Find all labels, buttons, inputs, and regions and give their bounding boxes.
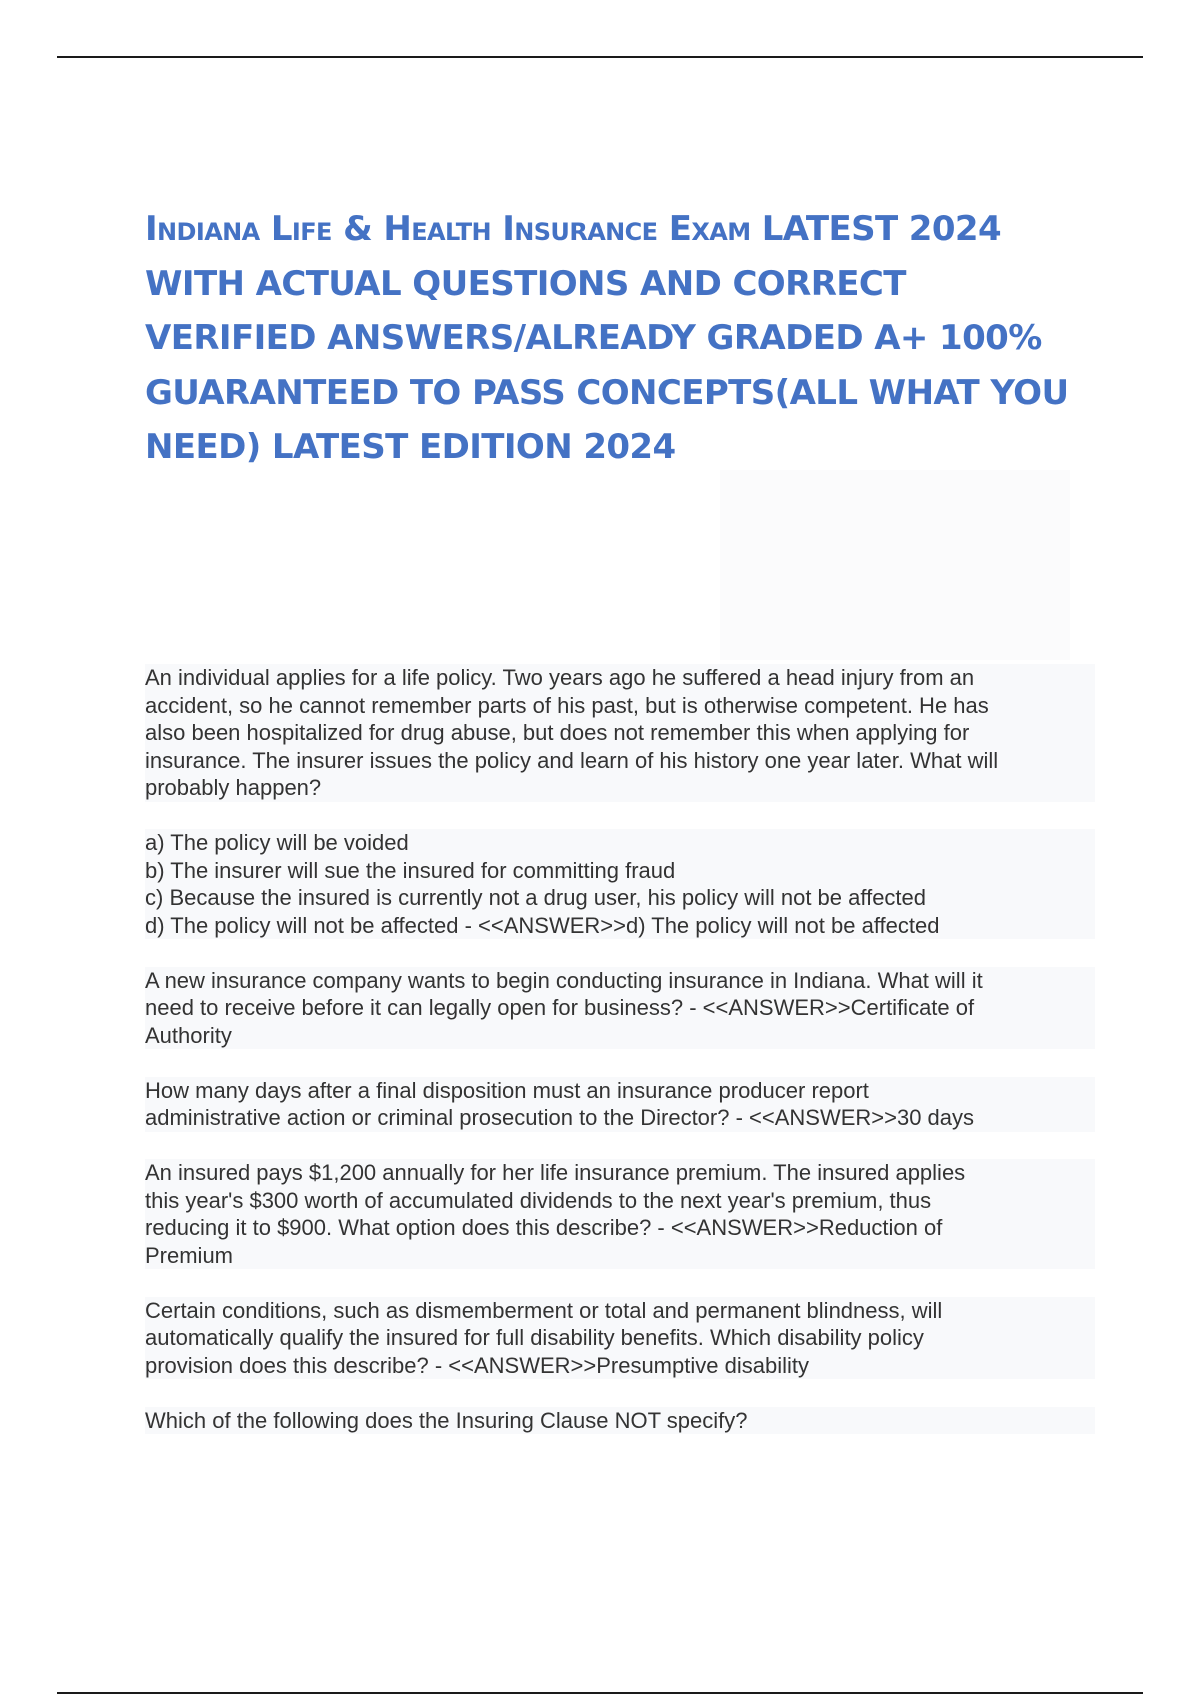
question-4: An insured pays $1,200 annually for her life insurance premium. The insured applies this year's $300 worth of accumulated dividends to the next year's premium, thus reducing it to $900. What option does this describe? - <<ANSWER>>Reduction of Premium: [145, 1159, 1095, 1269]
option-b: b) The insurer will sue the insured for committing fraud: [145, 857, 676, 883]
document-title-rest: LATEST 2024 WITH ACTUAL QUESTIONS AND CORRECT VERIFIED ANSWERS/ALREADY GRADED A+ 100% GUARANTEED TO PASS CONCEPTS(ALL WHAT YOU NEED) LATEST EDITION 2024: [145, 209, 1069, 467]
option-c: c) Because the insured is currently not a drug user, his policy will not be affected: [145, 885, 927, 910]
document-body: [145, 664, 1095, 1462]
option-a: a) The policy will be voided: [145, 830, 409, 855]
question-5: Certain conditions, such as dismemberment or total and permanent blindness, will automatically qualify the insured for full disability benefits. Which disability policy provision does this describe? - <<ANSWER>>Presumptive disability: [145, 1297, 1095, 1380]
document-title-small-caps: Indiana Life & Health Insurance Exam: [145, 209, 751, 249]
option-d: d) The policy will not be affected - <<ANSWER>>d) The policy will not be affected: [145, 912, 940, 938]
question-6: Which of the following does the Insuring Clause NOT specify?: [145, 1407, 1095, 1435]
document-title: [145, 202, 1075, 475]
question-3: How many days after a final disposition must an insurance producer report administrative action or criminal prosecution to the Director? - <<ANSWER>>30 days: [145, 1077, 1095, 1132]
top-rule: [57, 56, 1143, 58]
question-1: An individual applies for a life policy. Two years ago he suffered a head injury from an accident, so he cannot remember parts of his past, but is otherwise competent. He has also been hospitalized for drug abuse, but does not remember this when applying for insurance. The insurer issues the policy and learn of his history one year later. What will probably happen?: [145, 664, 1095, 802]
question-2: A new insurance company wants to begin conducting insurance in Indiana. What will it need to receive before it can legally open for business? - <<ANSWER>>Certificate of Authority: [145, 967, 1095, 1050]
question-1-options: [145, 829, 1095, 939]
bottom-rule: [57, 1692, 1143, 1694]
title-shade: [720, 470, 1070, 660]
